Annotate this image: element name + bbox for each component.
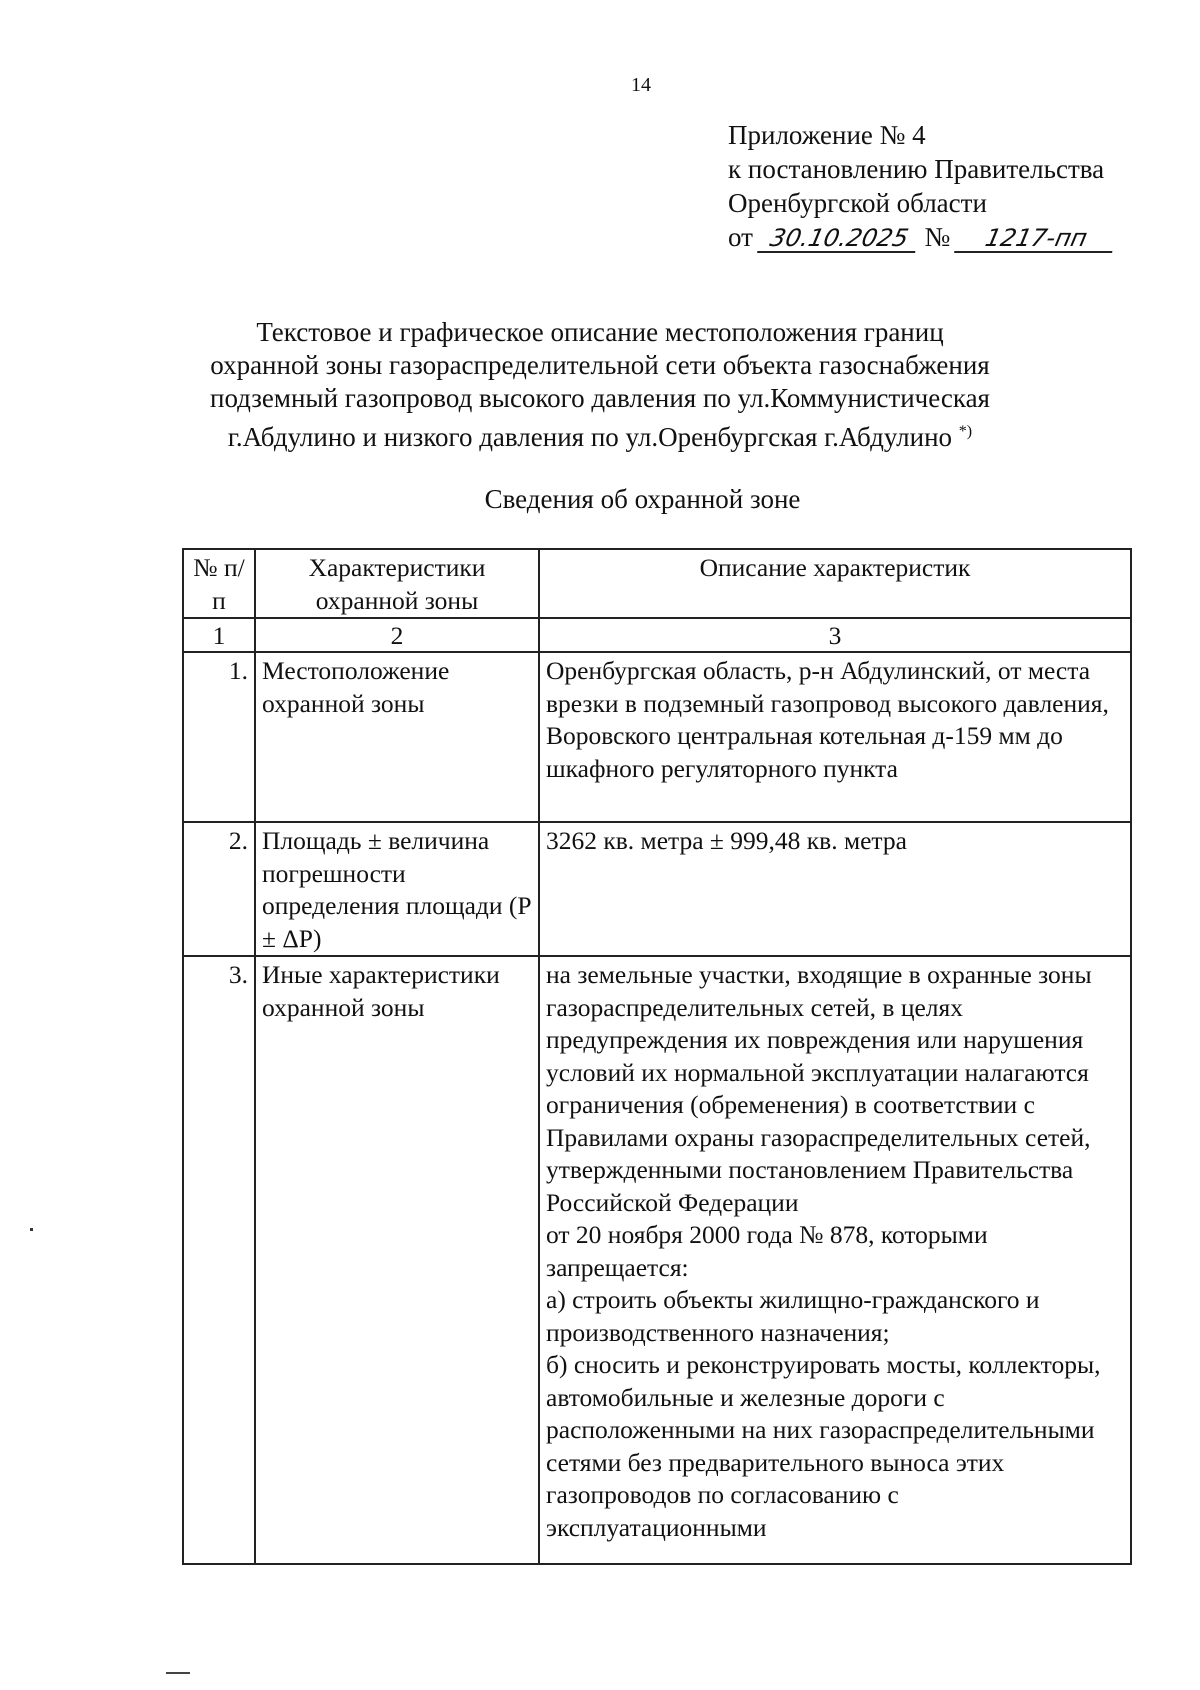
column-number-row [183,618,1131,652]
from-label: от [728,222,753,252]
row-description: Оренбургская область, р-н Абдулинский, от места врезки в подземный газопровод высокого давления, Воровского центральная котельная д-159 мм до шкафного регуляторного пункта [539,652,1131,822]
row-characteristic: Площадь ± величина погрешности определения площади (P ± ΔP) [255,822,539,956]
description-paragraph: б) сносить и реконструировать мосты, коллекторы, автомобильные и железные дороги с расположенными на них газораспределительными сетями без предварительного выноса этих газопроводов по согласованию с эксплуатационными [546,1350,1101,1542]
header-description: Описание характеристик [539,549,1131,618]
header-characteristics: Характеристики охранной зоны [255,549,539,618]
column-number: 3 [539,618,1131,652]
column-number: 1 [183,618,255,652]
section-heading: Сведения об охранной зоне [484,484,801,514]
row-number: 1. [183,652,255,822]
row-description [539,956,1131,1564]
title-line-1: Текстовое и графическое описание местоположения границ [256,317,944,347]
row-description: 3262 кв. метра ± 999,48 кв. метра [539,822,1131,956]
appendix-header [728,118,1115,254]
appendix-line-1: Приложение № 4 [728,120,926,150]
table-row [183,822,1131,956]
header-number: № п/п [183,549,255,618]
scan-speck [166,1672,190,1674]
row-number: 2. [183,822,255,956]
page-number: 14 [631,74,651,96]
document-title [150,316,1050,454]
table-row [183,652,1131,822]
zone-info-table [182,548,1132,1565]
handwritten-number: 1217-пп [954,225,1118,253]
title-line-4 [150,415,1050,454]
column-number: 2 [255,618,539,652]
appendix-line-2: к постановлению Правительства [728,154,1105,184]
title-line-2: охранной зоны газораспределительной сети объекта газоснабжения [210,350,990,380]
title-line-4-text: г.Абдулино и низкого давления по ул.Оренбургская г.Абдулино [227,422,953,452]
scan-speck [30,1228,33,1231]
row-characteristic: Местоположение охранной зоны [255,652,539,822]
handwritten-date: 30.10.2025 [757,225,921,253]
description-paragraph: на земельные участки, входящие в охранные зоны газораспределительных сетей, в целях предупреждения их повреждения или нарушения условий их нормальной эксплуатации налагаются ограничения (обременения) в соответствии с Правилами охраны газораспределительных сетей, утвержденными постановлением Правительства Российской Федерации [546,960,1092,1217]
number-label: № [924,222,951,252]
table-header-row [183,549,1131,618]
row-characteristic: Иные характеристики охранной зоны [255,956,539,1564]
footnote-mark: *) [958,423,973,440]
row-number: 3. [183,956,255,1564]
title-line-3: подземный газопровод высокого давления по ул.Коммунистическая [210,383,990,413]
appendix-line-4 [728,220,1115,254]
description-paragraph: от 20 ноября 2000 года № 878, которыми запрещается: [546,1220,988,1282]
table-row [183,956,1131,1564]
description-paragraph: а) строить объекты жилищно-гражданского и производственного назначения; [546,1285,1040,1347]
appendix-line-3: Оренбургской области [728,188,987,218]
